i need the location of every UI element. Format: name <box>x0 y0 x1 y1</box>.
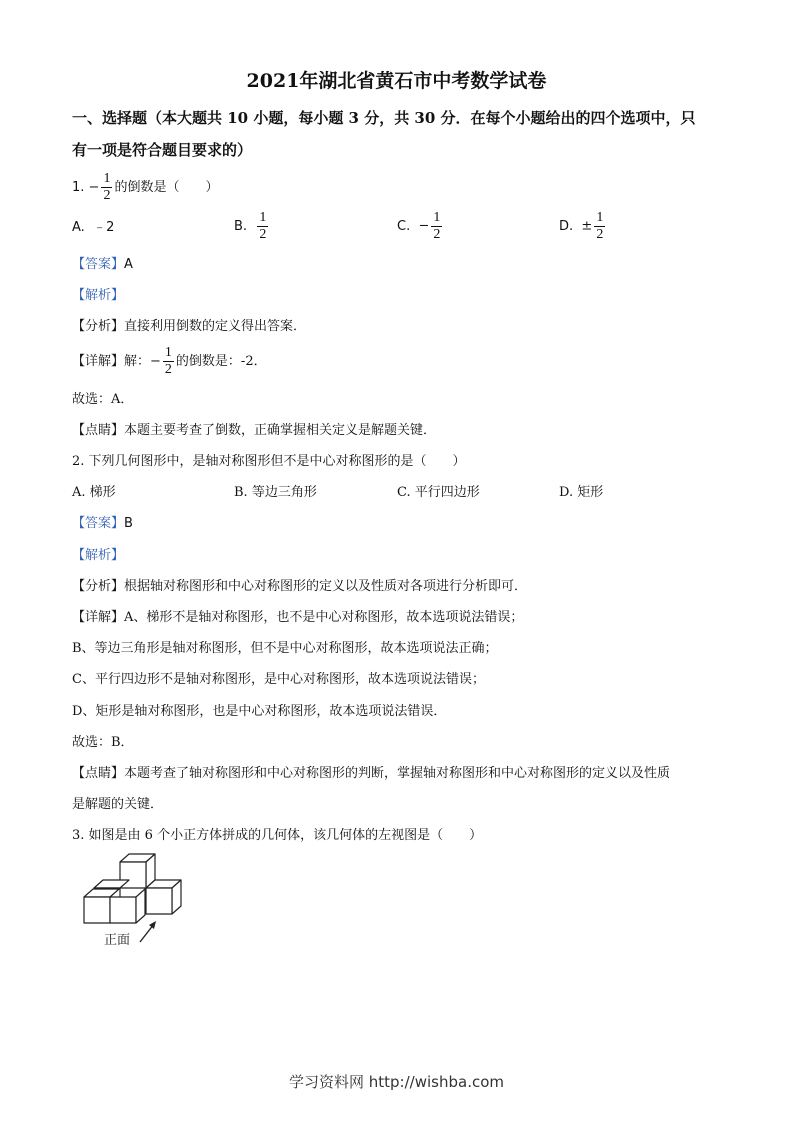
option-b: B. $\frac{1}{2}$ <box>234 210 267 242</box>
section-heading-line2: 有一项是符合题目要求的） <box>72 141 253 159</box>
comment-2-line1: 【点睛】本题考查了轴对称图形和中心对称图形的判断，掌握轴对称图形和中心对称图形的定义以及性质 <box>72 766 671 781</box>
section-heading-line1: 一、选择题（本大题共 10 小题，每小题 3 分，共 30 分．在每个小题给出的四个选项中，只 <box>72 109 696 127</box>
footer-watermark: 学习资料网 http://wishba.com <box>289 1073 504 1091</box>
choose-2: 故选：B． <box>72 735 134 750</box>
option-b: B. 等边三角形 <box>234 485 317 500</box>
detail-2b: B、等边三角形是轴对称图形，但不是中心对称图形，故本选项说法正确； <box>72 641 498 656</box>
arrow-icon <box>149 921 156 929</box>
analysis-tag-2: 【解析】 <box>72 548 125 563</box>
detail-2d: D、矩形是轴对称图形，也是中心对称图形，故本选项说法错误． <box>72 704 447 719</box>
cube-figure <box>76 850 191 950</box>
page-title: 2021年湖北省黄石市中考数学试卷 <box>246 70 547 92</box>
option-a: A. ﹣2 <box>72 220 115 235</box>
question-number: 1. <box>72 180 85 195</box>
detail-2a: 【详解】A、梯形不是轴对称图形，也不是中心对称图形，故本选项说法错误； <box>72 610 524 625</box>
detail-1: 【详解】解：− $\frac{1}{2}$ 的倒数是：-2． <box>72 345 267 377</box>
figure-label: 正面 <box>104 933 131 948</box>
question-1 <box>72 170 218 206</box>
q1-options <box>72 210 722 246</box>
option-d: D. ± $\frac{1}{2}$ <box>559 210 604 242</box>
option-c: C. 平行四边形 <box>397 485 480 500</box>
detail-2c: C、平行四边形不是轴对称图形，是中心对称图形，故本选项说法错误； <box>72 672 485 687</box>
option-c: C. − $\frac{1}{2}$ <box>397 210 441 242</box>
comment-1: 【点睛】本题主要考查了倒数，正确掌握相关定义是解题关键． <box>72 423 437 438</box>
choose-1: 故选：A． <box>72 392 134 407</box>
fenxi-1: 【分析】直接利用倒数的定义得出答案． <box>72 319 307 334</box>
option-d: D. 矩形 <box>559 485 604 500</box>
q2-options <box>72 484 722 504</box>
fenxi-2: 【分析】根据轴对称图形和中心对称图形的定义以及性质对各项进行分析即可． <box>72 579 528 594</box>
answer-2: 【答案】B <box>72 516 133 531</box>
answer-1: 【答案】A <box>72 257 133 272</box>
fraction: $\frac{1}{2}$ <box>103 171 111 203</box>
analysis-tag-1: 【解析】 <box>72 288 125 303</box>
minus-sign: − <box>88 180 100 195</box>
question-text: 的倒数是（ ） <box>114 180 219 195</box>
question-2: 2. 下列几何图形中，是轴对称图形但不是中心对称图形的是（ ） <box>72 454 466 469</box>
comment-2-line2: 是解题的关键． <box>72 797 164 812</box>
question-3: 3. 如图是由 6 个小正方体拼成的几何体，该几何体的左视图是（ ） <box>72 828 483 843</box>
option-a: A. 梯形 <box>72 485 116 500</box>
